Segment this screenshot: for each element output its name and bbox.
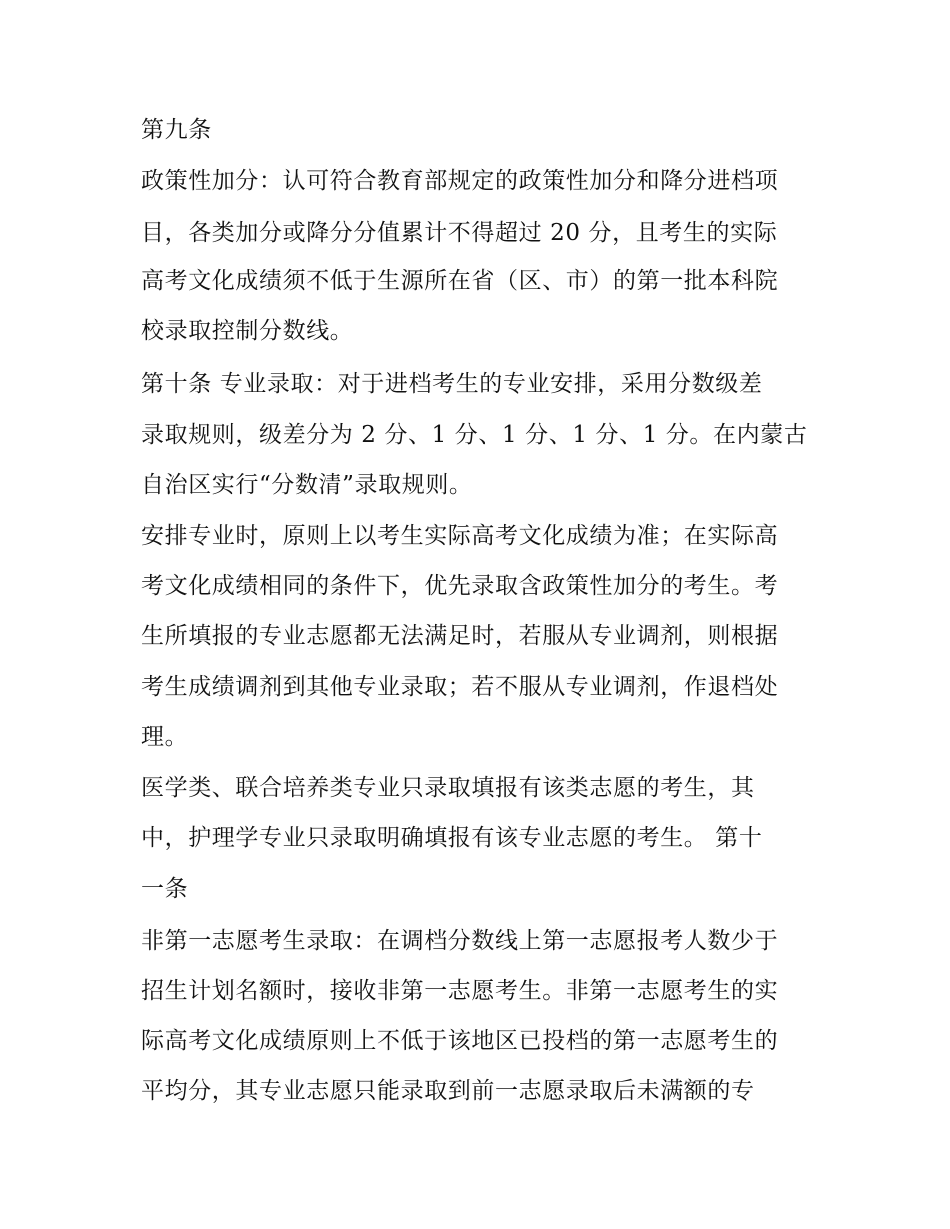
text-line: 第十条 专业录取：对于进档考生的专业安排，采用分数级差: [141, 371, 763, 397]
text-line: 际高考文化成绩原则上不低于该地区已投档的第一志愿考生的: [141, 1028, 779, 1054]
text-line: 安排专业时，原则上以考生实际高考文化成绩为准；在实际高: [141, 523, 779, 549]
text-line: 录取规则，级差分为 2 分、1 分、1 分、1 分、1 分。在内蒙古: [141, 422, 808, 448]
text-line: 一条: [141, 876, 189, 902]
text-line: 第九条: [141, 117, 212, 143]
text-line: 非第一志愿考生录取：在调档分数线上第一志愿报考人数少于: [141, 928, 779, 954]
text-line: 医学类、联合培养类专业只录取填报有该类志愿的考生，其: [141, 775, 755, 801]
text-line: 自治区实行“分数清”录取规则。: [141, 472, 473, 498]
text-line: 考文化成绩相同的条件下，优先录取含政策性加分的考生。考: [141, 573, 779, 599]
text-line: 高考文化成绩须不低于生源所在省（区、市）的第一批本科院: [141, 268, 779, 294]
text-line: 招生计划名额时，接收非第一志愿考生。非第一志愿考生的实: [141, 978, 779, 1004]
text-line: 中，护理学专业只录取明确填报有该专业志愿的考生。 第十: [141, 825, 763, 851]
text-line: 考生成绩调剂到其他专业录取；若不服从专业调剂，作退档处: [141, 674, 779, 700]
text-line: 政策性加分：认可符合教育部规定的政策性加分和降分进档项: [141, 168, 779, 194]
text-line: 理。: [141, 724, 189, 750]
text-line: 目，各类加分或降分分值累计不得超过 20 分，且考生的实际: [141, 220, 778, 246]
text-line: 平均分，其专业志愿只能录取到前一志愿录取后未满额的专: [141, 1078, 755, 1104]
text-line: 生所填报的专业志愿都无法满足时，若服从专业调剂，则根据: [141, 623, 779, 649]
text-line: 校录取控制分数线。: [141, 318, 354, 344]
